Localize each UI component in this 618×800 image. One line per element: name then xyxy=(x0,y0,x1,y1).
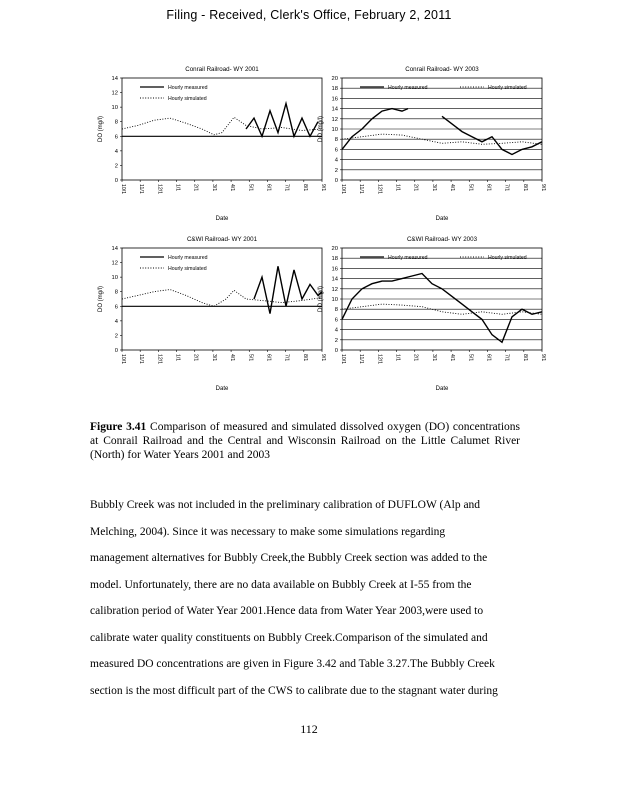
y-axis-label: DO (mg/l) xyxy=(98,116,104,142)
y-tick-label: 0 xyxy=(114,178,118,184)
y-tick-label: 4 xyxy=(334,157,338,164)
x-tick-label: 9/1 xyxy=(540,354,546,362)
page-number: 112 xyxy=(300,722,318,736)
x-tick-label: 5/1 xyxy=(467,354,474,362)
y-tick-label: 8 xyxy=(114,119,118,126)
chart-svg xyxy=(90,232,330,402)
body-line: section is the most difficult part of the CWS to calibrate due to the stagnant water during xyxy=(90,684,498,697)
y-tick-label: 6 xyxy=(114,304,118,311)
y-tick-label: 12 xyxy=(331,286,338,293)
y-tick-label: 8 xyxy=(334,307,338,314)
body-line: model. Unfortunately, there are no data available on Bubbly Creek at I-55 from the xyxy=(90,578,472,591)
x-tick-label: 6/1 xyxy=(265,354,272,362)
legend-measured-label: Hourly measured xyxy=(168,255,208,261)
x-tick-label: 8/1 xyxy=(521,184,528,192)
x-tick-label: 4/1 xyxy=(229,184,236,192)
legend-simulated-label: Hourly simulated xyxy=(168,266,207,272)
x-axis-label: Date xyxy=(215,216,229,222)
x-tick-label: 2/1 xyxy=(192,354,199,362)
x-tick-label: 7/1 xyxy=(503,354,510,362)
x-tick-label: 3/1 xyxy=(210,184,217,192)
x-tick-label: 12/1 xyxy=(376,354,383,365)
y-tick-label: 0 xyxy=(114,348,118,354)
x-tick-label: 12/1 xyxy=(156,184,163,195)
x-tick-label: 2/1 xyxy=(412,354,419,362)
x-tick-label: 3/1 xyxy=(430,184,437,192)
y-tick-label: 12 xyxy=(331,116,338,123)
y-tick-label: 10 xyxy=(331,297,338,303)
y-tick-label: 4 xyxy=(334,327,338,334)
y-tick-label: 18 xyxy=(331,86,338,93)
x-tick-label: 1/1 xyxy=(394,184,401,192)
body-line: Melching, 2004). Since it was necessary to make some simulations regarding xyxy=(90,525,446,538)
legend-simulated-label: Hourly simulated xyxy=(488,255,527,261)
chart-title: Conrail Railroad- WY 2003 xyxy=(405,66,479,73)
x-tick-label: 11/1 xyxy=(138,354,145,364)
y-tick-label: 2 xyxy=(334,167,338,174)
chart-cwi-wy2001 xyxy=(90,232,330,402)
x-tick-label: 9/1 xyxy=(320,184,326,192)
legend-measured-label: Hourly measured xyxy=(388,85,428,91)
x-tick-label: 1/1 xyxy=(394,354,401,362)
legend-measured-label: Hourly measured xyxy=(168,85,208,91)
chart-title: C&WI Railroad- WY 2003 xyxy=(406,236,478,243)
y-tick-label: 0 xyxy=(334,178,338,184)
x-tick-label: 8/1 xyxy=(521,354,528,362)
y-axis-label: DO (mg/l) xyxy=(318,116,324,142)
y-tick-label: 14 xyxy=(331,276,338,283)
x-tick-label: 4/1 xyxy=(229,354,236,362)
x-tick-label: 11/1 xyxy=(358,354,365,364)
body-line: Bubbly Creek was not included in the preliminary calibration of DUFLOW (Alp and xyxy=(90,499,481,511)
series-measured-line xyxy=(342,109,542,155)
x-tick-label: 1/1 xyxy=(174,354,181,362)
x-tick-label: 10/1 xyxy=(340,354,346,365)
y-tick-label: 14 xyxy=(331,106,338,113)
y-tick-label: 10 xyxy=(331,127,338,133)
x-tick-label: 12/1 xyxy=(156,354,163,365)
x-tick-label: 6/1 xyxy=(485,354,492,362)
x-tick-label: 2/1 xyxy=(412,184,419,192)
x-axis-label: Date xyxy=(435,216,449,222)
x-tick-label: 3/1 xyxy=(210,354,217,362)
x-tick-label: 6/1 xyxy=(485,184,492,192)
x-tick-label: 5/1 xyxy=(467,184,474,192)
x-tick-label: 8/1 xyxy=(301,184,308,192)
y-tick-label: 6 xyxy=(334,147,338,154)
x-tick-label: 7/1 xyxy=(503,184,510,192)
x-tick-label: 3/1 xyxy=(430,354,437,362)
x-tick-label: 5/1 xyxy=(247,354,254,362)
figure-caption xyxy=(90,420,520,462)
x-tick-label: 8/1 xyxy=(301,354,308,362)
y-tick-label: 12 xyxy=(111,90,118,97)
y-tick-label: 8 xyxy=(114,289,118,296)
series-measured-line xyxy=(342,274,542,343)
y-tick-label: 10 xyxy=(111,105,118,112)
x-tick-label: 10/1 xyxy=(120,184,126,195)
y-tick-label: 14 xyxy=(111,76,118,82)
x-tick-label: 4/1 xyxy=(449,354,456,362)
legend-simulated-label: Hourly simulated xyxy=(168,96,207,102)
chart-title: C&WI Railroad- WY 2001 xyxy=(186,236,258,243)
chart-title: Conrail Railroad- WY 2001 xyxy=(185,66,259,73)
y-tick-label: 2 xyxy=(114,333,118,340)
y-tick-label: 2 xyxy=(334,337,338,344)
x-tick-label: 2/1 xyxy=(192,184,199,192)
y-tick-label: 6 xyxy=(334,317,338,324)
legend-measured-label: Hourly measured xyxy=(388,255,428,261)
y-axis-label: DO (mg/l) xyxy=(98,286,104,312)
x-axis-label: Date xyxy=(215,386,229,392)
y-tick-label: 16 xyxy=(331,96,338,103)
body-line: measured DO concentrations are given in Figure 3.42 and Table 3.27.The Bubbly Creek xyxy=(90,658,495,670)
x-tick-label: 9/1 xyxy=(540,184,546,192)
x-tick-label: 6/1 xyxy=(265,184,272,192)
x-tick-label: 4/1 xyxy=(449,184,456,192)
body-line: management alternatives for Bubbly Creek,the Bubbly Creek section was added to the xyxy=(90,552,488,564)
body-line: calibration period of Water Year 2001.Hence data from Water Year 2003,were used to xyxy=(90,605,484,617)
y-tick-label: 20 xyxy=(331,246,338,252)
series-simulated-line xyxy=(122,290,322,307)
y-tick-label: 4 xyxy=(114,148,118,155)
body-paragraph xyxy=(90,492,520,704)
chart-svg xyxy=(90,62,330,232)
y-tick-label: 10 xyxy=(111,275,118,282)
x-tick-label: 10/1 xyxy=(120,354,126,365)
x-tick-label: 11/1 xyxy=(138,184,145,194)
y-tick-label: 4 xyxy=(114,318,118,325)
x-tick-label: 11/1 xyxy=(358,184,365,194)
figure-caption-text: Comparison of measured and simulated dissolved oxygen (DO) concentrations at Conrail Railroad and the Central and Wisconsin Railroad on the Little Calumet River (North) for Water Years 2001 and 2003 xyxy=(90,421,520,461)
x-tick-label: 1/1 xyxy=(174,184,181,192)
x-tick-label: 5/1 xyxy=(247,184,254,192)
x-axis-label: Date xyxy=(435,386,449,392)
body-line: calibrate water quality constituents on Bubbly Creek.Comparison of the simulated and xyxy=(90,631,488,644)
series-measured-line xyxy=(246,104,318,137)
x-tick-label: 7/1 xyxy=(283,184,290,192)
x-tick-label: 9/1 xyxy=(320,354,326,362)
y-tick-label: 16 xyxy=(331,266,338,273)
filing-header: Filing - Received, Clerk's Office, February 2, 2011 xyxy=(166,8,452,22)
x-tick-label: 12/1 xyxy=(376,184,383,195)
chart-svg xyxy=(310,62,550,232)
y-tick-label: 2 xyxy=(114,163,118,170)
y-tick-label: 18 xyxy=(331,256,338,263)
chart-svg xyxy=(310,232,550,402)
x-tick-label: 7/1 xyxy=(283,354,290,362)
x-tick-label: 10/1 xyxy=(340,184,346,195)
plot-frame xyxy=(122,248,322,350)
chart-cwi-wy2003 xyxy=(310,232,550,402)
y-tick-label: 12 xyxy=(111,260,118,267)
y-tick-label: 14 xyxy=(111,246,118,252)
y-axis-label: DO (mg/l) xyxy=(318,286,324,312)
y-tick-label: 0 xyxy=(334,348,338,354)
chart-conrail-wy2001 xyxy=(90,62,330,232)
y-tick-label: 20 xyxy=(331,76,338,82)
figure-label: Figure 3.41 xyxy=(90,421,147,433)
y-tick-label: 8 xyxy=(334,137,338,144)
chart-conrail-wy2003 xyxy=(310,62,550,232)
y-tick-label: 6 xyxy=(114,134,118,141)
legend-simulated-label: Hourly simulated xyxy=(488,85,527,91)
